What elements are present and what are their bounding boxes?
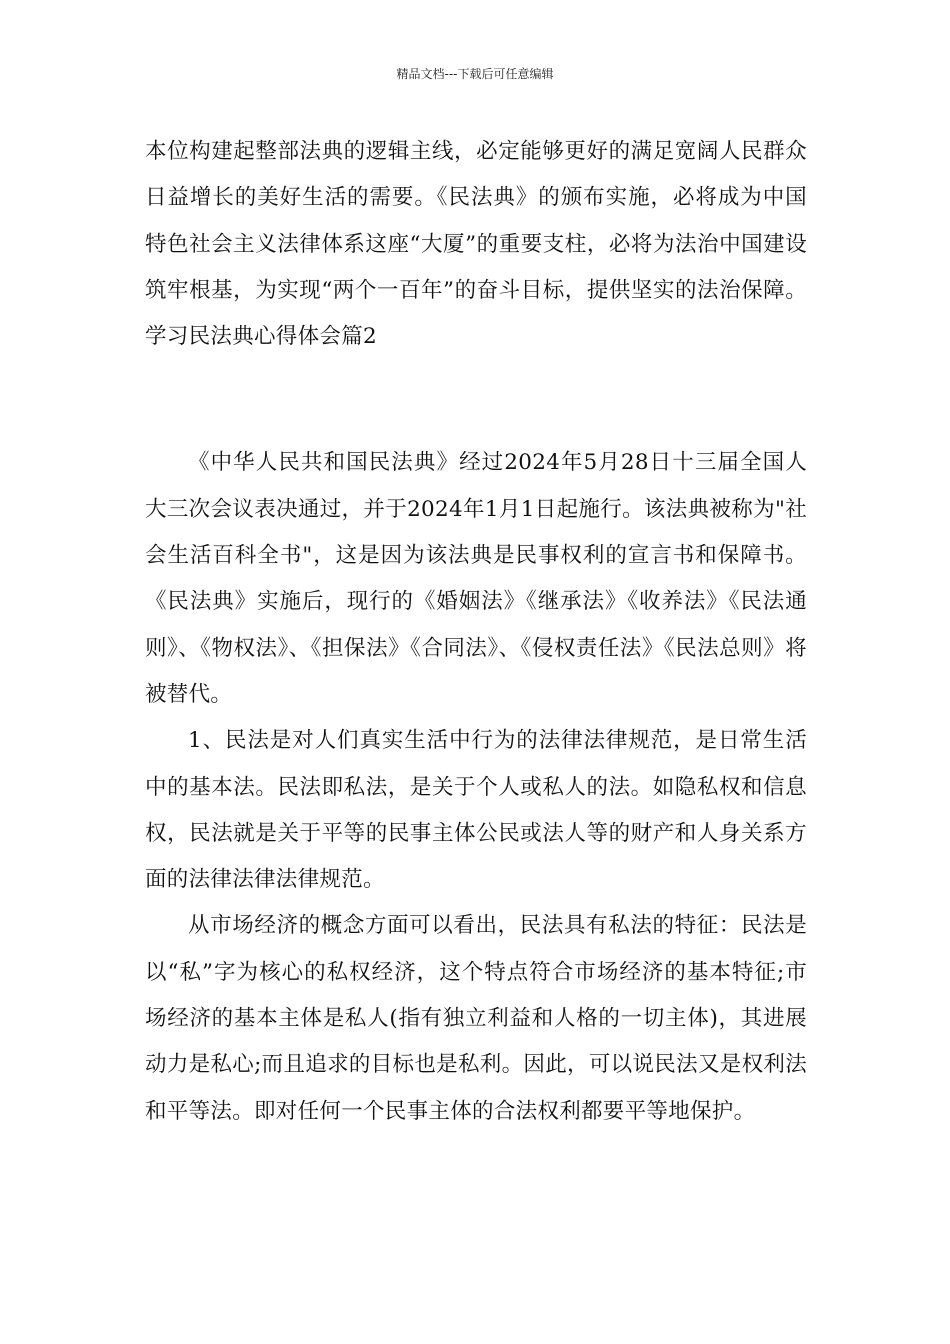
section-gap — [145, 360, 807, 440]
paragraph-point-1: 1、民法是对人们真实生活中行为的法律法律规范，是日常生活中的基本法。民法即私法，是关于个人或私人的法。如隐私权和信息权，民法就是关于平等的民事主体公民或法人等的财产和人身关系方面的法律法律法律规范。 — [145, 728, 807, 893]
paragraph-market-economy: 从市场经济的概念方面可以看出，民法具有私法的特征：民法是以“私”字为核心的私权经济，这个特点符合市场经济的基本特征;市场经济的基本主体是私人(指有独立利益和人格的一切主体)，其进展动力是私心;而且追求的目标也是私利。因此，可以说民法又是权利法和平等法。即对任何一个民事主体的合法权利都要平等地保护。 — [145, 913, 807, 1124]
page-header: 精品文档---下载后可任意编辑 — [396, 67, 554, 81]
paragraph-civil-code-intro: 《中华人民共和国民法典》经过2024年5月28日十三届全国人大三次会议表决通过，并于2024年1月1日起施行。该法典被称为"社会生活百科全书"，这是因为该法典是民事权利的宣言书和保障书。《民法典》实施后，现行的《婚姻法》《继承法》《收养法》《民法通则》、《物权法》、《担保法》《合同法》、《侵权责任法》《民法总则》将被替代。 — [145, 450, 807, 707]
paragraph-continuation: 本位构建起整部法典的逻辑主线，必定能够更好的满足宽阔人民群众日益增长的美好生活的需要。《民法典》的颁布实施，必将成为中国特色社会主义法律体系这座“大厦”的重要支柱，必将为法治中国建设筑牢根基，为实现“两个一百年”的奋斗目标，提供坚实的法治保障。学习民法典心得体会篇2 — [145, 139, 807, 350]
document-body — [145, 129, 807, 1135]
